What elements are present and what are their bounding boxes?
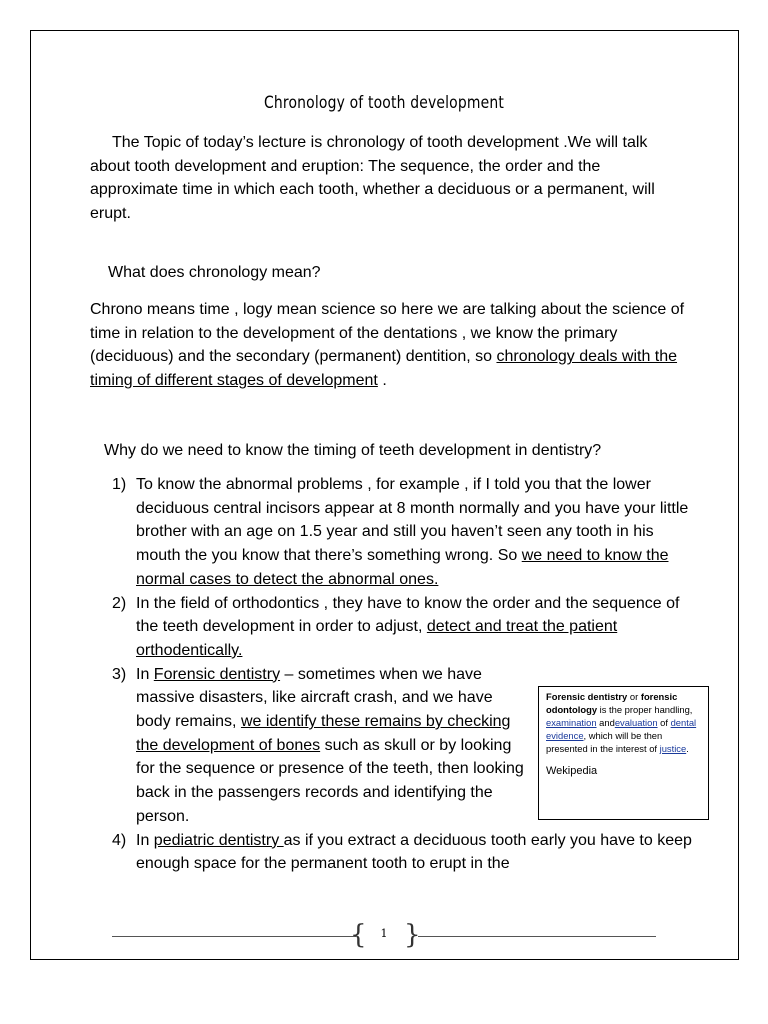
callout-text: . [686, 743, 689, 754]
callout-text: and [596, 717, 615, 728]
question-chronology: What does chronology mean? [108, 264, 321, 281]
item3-mid: – sometimes when we have massive disasters, like aircraft crash, and we have body remains, [136, 665, 493, 731]
page-title: Chronology of tooth development [263, 93, 504, 113]
callout-text: of [657, 717, 671, 728]
callout-term-forensic-dentistry: Forensic dentistry [546, 691, 628, 702]
item4-pediatric-dentistry: pediatric dentistry [153, 831, 284, 849]
question-timing: Why do we need to know the timing of teeth development in dentistry? [104, 442, 602, 459]
chrono-underlined: chronology deals with the timing of different stages of development [90, 348, 678, 390]
right-brace-icon: } [404, 920, 421, 950]
footer-rule-left [112, 936, 356, 937]
item3-forensic-dentistry: Forensic dentistry [153, 665, 281, 683]
item2-underlined: detect and treat the patient orthodentically. [136, 618, 618, 659]
page-bottom-rule [30, 959, 739, 960]
list-item [112, 829, 692, 876]
page-number: 1 [380, 927, 388, 940]
callout-term-forensic-odontology: forensic odontology [546, 691, 678, 715]
list-number: 2) [112, 594, 127, 612]
callout-definition [546, 690, 701, 755]
list-number: 1) [112, 476, 127, 493]
list-item [112, 663, 531, 829]
link-evaluation[interactable]: evaluation [614, 717, 658, 728]
link-dental[interactable]: dental [670, 717, 697, 728]
chrono-paragraph [90, 298, 690, 393]
callout-text: , which will be then presented in the interest of [546, 730, 663, 754]
wikipedia-callout-box [538, 686, 709, 820]
item4-pre: In [136, 831, 150, 849]
item1-text: To know the abnormal problems , for example , if I told you that the lower deciduous central incisors appear at 8 month normally and you have your little brother with an age on 1.5 year and still you haven’t seen any tooth in his mouth the you know that there’s something wrong. So [136, 476, 689, 565]
left-brace-icon: { [350, 920, 367, 950]
item3-post: such as skull or by looking for the sequence or presence of the teeth, then looking back in the passengers records and identifying the person. [136, 736, 524, 825]
link-evidence[interactable]: evidence [546, 730, 584, 741]
item4-post: as if you extract a deciduous tooth early you have to keep enough space for the permanent tooth to erupt in the [136, 831, 692, 873]
callout-or: or [627, 691, 641, 702]
item2-text: In the field of orthodontics , they have to know the order and the sequence of the teeth development in order to adjust, [136, 594, 680, 636]
intro-paragraph: The Topic of today’s lecture is chronology of tooth development .We will talk about tooth development and eruption: The sequence, the order and the approximate time in which each tooth, whether a deciduous or a permanent, will erupt. [90, 134, 655, 223]
list-number: 4) [112, 831, 127, 849]
list-number: 3) [112, 665, 127, 683]
item3-underlined: we identify these remains by checking the development of bones [136, 713, 511, 754]
callout-source: Wekipedia [546, 765, 598, 777]
link-justice[interactable]: justice [659, 743, 687, 754]
link-examination[interactable]: examination [546, 717, 597, 728]
footer-rule-right [418, 936, 656, 937]
list-item [112, 592, 692, 663]
item3-pre: In [136, 665, 150, 683]
list-item [112, 473, 692, 592]
chrono-text: Chrono means time , logy mean science so here we are talking about the science of time in relation to the development of the dentations , we know the primary (deciduous) and the secondary (permanent) dentition, so [90, 301, 685, 366]
chrono-end: . [377, 372, 387, 390]
item1-underlined: we need to know the normal cases to detect the abnormal ones. [136, 547, 669, 588]
callout-text: is the proper handling, [597, 704, 693, 715]
